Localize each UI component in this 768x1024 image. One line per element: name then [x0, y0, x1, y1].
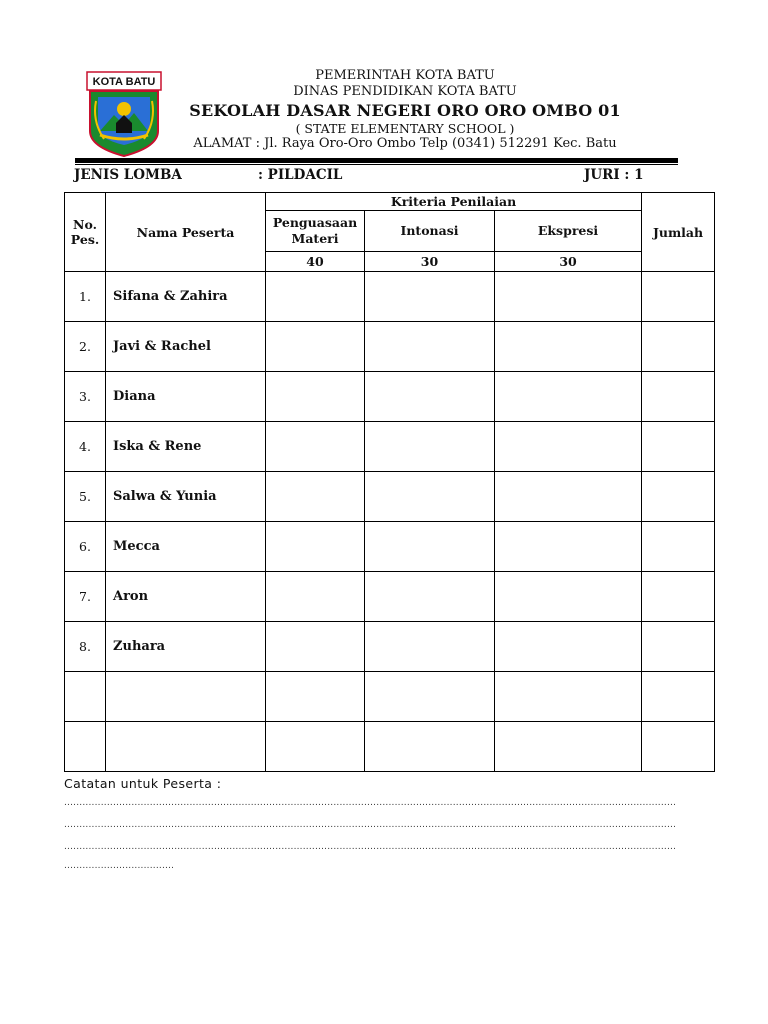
total-cell[interactable] [642, 572, 715, 622]
score-cell[interactable] [365, 522, 495, 572]
score-cell[interactable] [266, 272, 365, 322]
table-row [65, 622, 715, 672]
score-cell[interactable] [266, 322, 365, 372]
table-row [65, 522, 715, 572]
header-criteria: Kriteria Penilaian [266, 193, 642, 211]
notes-line[interactable]: ........................................................................................................................................................................................................ [64, 820, 677, 830]
total-cell[interactable] [642, 722, 715, 772]
header-criterion-expression: Ekspresi [495, 211, 642, 252]
participant-name: Diana [106, 372, 266, 422]
participant-name: Zuhara [106, 622, 266, 672]
score-cell[interactable] [266, 572, 365, 622]
header-participant-name: Nama Peserta [106, 193, 266, 272]
score-cell[interactable] [365, 472, 495, 522]
letterhead-school-name: SEKOLAH DASAR NEGERI ORO ORO OMBO 01 [189, 101, 621, 120]
participant-name: Javi & Rachel [106, 322, 266, 372]
notes-line[interactable]: ........................................................................................................................................................................................................ [64, 798, 677, 808]
total-cell[interactable] [642, 422, 715, 472]
score-cell[interactable] [266, 522, 365, 572]
participant-name: Aron [106, 572, 266, 622]
score-cell[interactable] [365, 422, 495, 472]
participant-number: 6. [65, 522, 106, 572]
total-cell[interactable] [642, 622, 715, 672]
participant-name: Iska & Rene [106, 422, 266, 472]
table-row [65, 272, 715, 322]
score-cell[interactable] [365, 722, 495, 772]
participant-number: 4. [65, 422, 106, 472]
kota-batu-crest-icon [86, 71, 162, 157]
total-cell[interactable] [642, 472, 715, 522]
letterhead-divider-thin [75, 164, 678, 165]
participant-name: Salwa & Yunia [106, 472, 266, 522]
notes-line[interactable]: ........................................................................................................................................................................................................ [64, 842, 677, 852]
total-cell[interactable] [642, 522, 715, 572]
participant-name: Mecca [106, 522, 266, 572]
table-row [65, 672, 715, 722]
participant-number[interactable] [65, 672, 106, 722]
table-row [65, 472, 715, 522]
score-cell[interactable] [266, 722, 365, 772]
score-cell[interactable] [495, 672, 642, 722]
weight-mastery: 40 [266, 252, 365, 272]
total-cell[interactable] [642, 322, 715, 372]
contest-type-value: : PILDACIL [258, 167, 343, 183]
contest-type-label: JENIS LOMBA [74, 167, 182, 183]
score-cell[interactable] [266, 422, 365, 472]
score-cell[interactable] [495, 272, 642, 322]
judge-number: JURI : 1 [584, 167, 644, 183]
participant-number: 7. [65, 572, 106, 622]
notes-line[interactable]: .................................... [64, 861, 175, 871]
score-cell[interactable] [365, 672, 495, 722]
participant-number: 2. [65, 322, 106, 372]
table-row [65, 722, 715, 772]
table-row [65, 322, 715, 372]
table-row [65, 372, 715, 422]
weight-expression: 30 [495, 252, 642, 272]
header-criterion-intonation: Intonasi [365, 211, 495, 252]
total-cell[interactable] [642, 672, 715, 722]
letterhead-department: DINAS PENDIDIKAN KOTA BATU [293, 84, 517, 99]
participant-name[interactable] [106, 722, 266, 772]
participant-number: 3. [65, 372, 106, 422]
participant-number[interactable] [65, 722, 106, 772]
participant-number: 1. [65, 272, 106, 322]
table-row [65, 422, 715, 472]
total-cell[interactable] [642, 372, 715, 422]
score-cell[interactable] [266, 622, 365, 672]
score-cell[interactable] [495, 422, 642, 472]
letterhead-address: ALAMAT : Jl. Raya Oro-Oro Ombo Telp (0341) 512291 Kec. Batu [193, 136, 617, 151]
score-cell[interactable] [266, 372, 365, 422]
participant-name: Sifana & Zahira [106, 272, 266, 322]
score-cell[interactable] [495, 572, 642, 622]
logo-text: KOTA BATU [92, 76, 156, 88]
header-total: Jumlah [642, 193, 715, 272]
score-cell[interactable] [495, 372, 642, 422]
header-participant-number: No. Pes. [65, 193, 106, 272]
weight-intonation: 30 [365, 252, 495, 272]
score-cell[interactable] [365, 372, 495, 422]
scoring-table [64, 192, 715, 772]
score-cell[interactable] [495, 322, 642, 372]
score-cell[interactable] [266, 472, 365, 522]
score-cell[interactable] [495, 722, 642, 772]
score-cell[interactable] [495, 472, 642, 522]
score-cell[interactable] [365, 622, 495, 672]
score-cell[interactable] [365, 572, 495, 622]
letterhead-divider [75, 158, 678, 163]
score-cell[interactable] [495, 622, 642, 672]
header-criterion-mastery: Penguasaan Materi [266, 211, 365, 252]
score-cell[interactable] [365, 272, 495, 322]
total-cell[interactable] [642, 272, 715, 322]
participant-number: 8. [65, 622, 106, 672]
participant-name[interactable] [106, 672, 266, 722]
table-row [65, 572, 715, 622]
notes-label: Catatan untuk Peserta : [64, 776, 222, 791]
letterhead-government: PEMERINTAH KOTA BATU [315, 68, 495, 83]
score-cell[interactable] [495, 522, 642, 572]
score-cell[interactable] [266, 672, 365, 722]
score-cell[interactable] [365, 322, 495, 372]
participant-number: 5. [65, 472, 106, 522]
letterhead-school-english: ( STATE ELEMENTARY SCHOOL ) [295, 121, 515, 136]
